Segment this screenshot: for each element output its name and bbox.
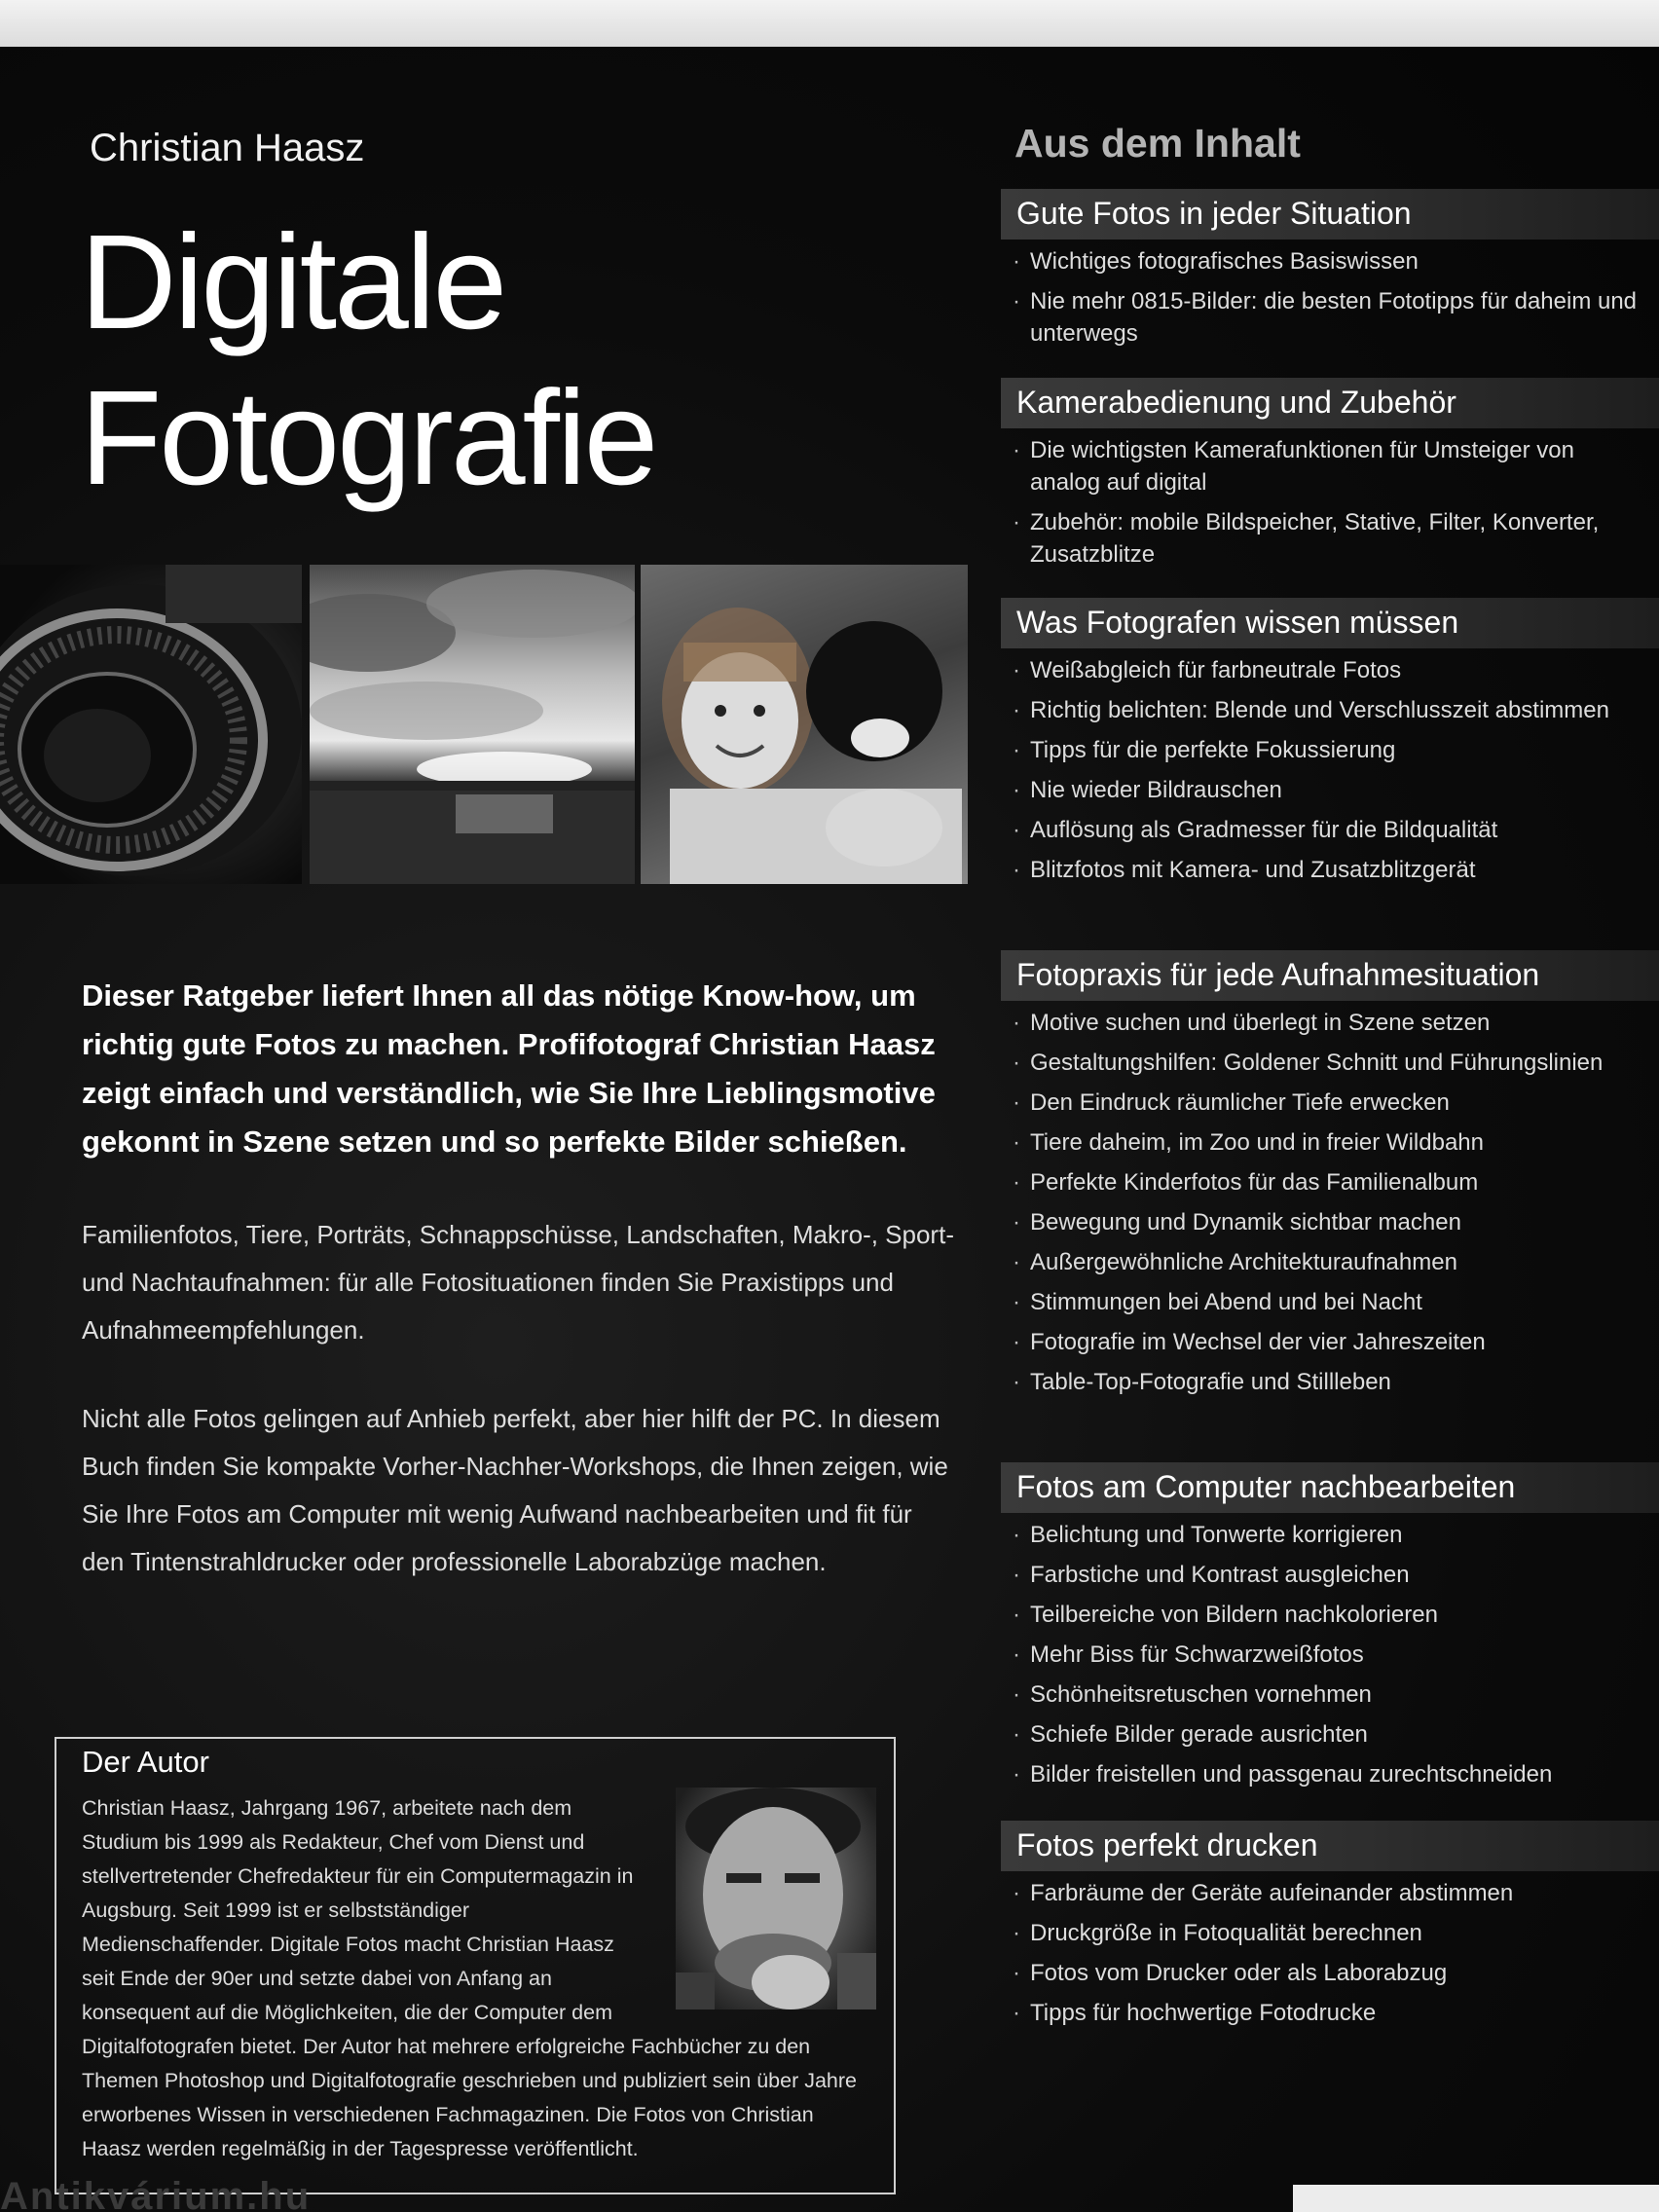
body-paragraph-1: Familienfotos, Tiere, Porträts, Schnappschüsse, Landschaften, Makro-, Sport- und Nachtaufnahmen: für alle Fotosituationen finden Sie Praxistipps und Aufnahmeempfehlungen. — [82, 1220, 954, 1345]
toc-list — [1001, 1877, 1659, 2029]
toc-list — [1001, 434, 1659, 571]
toc-section-gute-fotos — [1001, 189, 1659, 357]
toc-item: · Richtig belichten: Blende und Verschlusszeit abstimmen — [1030, 694, 1640, 726]
girl-with-dog-photo-icon — [641, 565, 968, 884]
toc-item: · Perfekte Kinderfotos für das Familienalbum — [1030, 1166, 1640, 1198]
toc-item: · Bewegung und Dynamik sichtbar machen — [1030, 1206, 1640, 1238]
toc-item: · Den Eindruck räumlicher Tiefe erwecken — [1030, 1087, 1640, 1119]
toc-item: · Nie mehr 0815-Bilder: die besten Fototipps für daheim und unterwegs — [1030, 285, 1640, 350]
top-edge — [0, 0, 1659, 47]
toc-item: · Wichtiges fotografisches Basiswissen — [1030, 245, 1640, 277]
toc-item: · Schiefe Bilder gerade ausrichten — [1030, 1718, 1640, 1751]
toc-item: · Teilbereiche von Bildern nachkolorieren — [1030, 1599, 1640, 1631]
toc-section-fotopraxis — [1001, 950, 1659, 1406]
corner-patch — [1293, 2185, 1659, 2212]
toc-item: · Druckgröße in Fotoqualität berechnen — [1030, 1917, 1640, 1949]
toc-section-kamerabedienung — [1001, 378, 1659, 578]
watermark: Antikvárium.hu — [0, 2175, 312, 2212]
toc-section-title: Fotos perfekt drucken — [1001, 1821, 1659, 1871]
toc-heading: Aus dem Inhalt — [1014, 121, 1301, 166]
toc-item: · Belichtung und Tonwerte korrigieren — [1030, 1519, 1640, 1551]
toc-item: · Tipps für die perfekte Fokussierung — [1030, 734, 1640, 766]
author-portrait-photo-icon — [676, 1788, 876, 2009]
toc-item: · Fotos vom Drucker oder als Laborabzug — [1030, 1957, 1640, 1989]
toc-item: · Tiere daheim, im Zoo und in freier Wildbahn — [1030, 1126, 1640, 1159]
toc-item: · Gestaltungshilfen: Goldener Schnitt und Führungslinien — [1030, 1047, 1640, 1079]
toc-item: · Table-Top-Fotografie und Stillleben — [1030, 1366, 1640, 1398]
toc-section-was-fotografen — [1001, 598, 1659, 894]
toc-list — [1001, 1519, 1659, 1790]
toc-item: · Die wichtigsten Kamerafunktionen für Umsteiger von analog auf digital — [1030, 434, 1640, 498]
cover-author: Christian Haasz — [90, 127, 365, 169]
author-bio-text: Christian Haasz, Jahrgang 1967, arbeitete nach dem Studium bis 1999 als Redakteur, Chef vom Dienst und stellvertretender Chefredakteur für ein Computermagazin in Augsburg. Seit 1999 ist er selbstständiger Medienschaffender. Digitale Fotos macht Christian Haasz seit Ende der 90er und setzte dabei von Anfang an konsequent auf die Möglichkeiten, die der Computer dem Digitalfotografen bietet. Der Autor hat mehrere erfolgreiche Fachbücher zu den Themen Photoshop und Digitalfotografie geschrieben und publiziert sein über Jahre erworbenes Wissen in verschiedenen Fachmagazinen. Die Fotos von Christian Haasz werden regelmäßig in der Tagespresse veröffentlicht. — [82, 1796, 858, 2160]
toc-item: · Schönheitsretuschen vornehmen — [1030, 1678, 1640, 1711]
book-title-line-1: Digitale — [80, 207, 505, 357]
toc-section-title: Fotopraxis für jede Aufnahmesituation — [1001, 950, 1659, 1001]
toc-section-title: Kamerabedienung und Zubehör — [1001, 378, 1659, 428]
toc-item: · Weißabgleich für farbneutrale Fotos — [1030, 654, 1640, 686]
toc-section-title: Was Fotografen wissen müssen — [1001, 598, 1659, 648]
toc-section-drucken — [1001, 1821, 1659, 2037]
toc-item: · Fotografie im Wechsel der vier Jahreszeiten — [1030, 1326, 1640, 1358]
lead-paragraph: Dieser Ratgeber liefert Ihnen all das nötige Know-how, um richtig gute Fotos zu machen. Profifotograf Christian Haasz zeigt einfach und verständlich, wie Sie Ihre Lieblingsmotive gekonnt in Szene setzen und so perfekte Bilder schießen. — [82, 978, 936, 1159]
toc-list — [1001, 245, 1659, 350]
toc-section-title: Fotos am Computer nachbearbeiten — [1001, 1462, 1659, 1513]
author-box — [55, 1737, 896, 2194]
toc-section-title: Gute Fotos in jeder Situation — [1001, 189, 1659, 240]
toc-item: · Auflösung als Gradmesser für die Bildqualität — [1030, 814, 1640, 846]
toc-item: · Außergewöhnliche Architekturaufnahmen — [1030, 1246, 1640, 1278]
toc-item: · Tipps für hochwertige Fotodrucke — [1030, 1997, 1640, 2029]
toc-item: · Motive suchen und überlegt in Szene setzen — [1030, 1007, 1640, 1039]
toc-list — [1001, 1007, 1659, 1398]
sunset-sky-photo-icon — [310, 565, 635, 884]
toc-list — [1001, 654, 1659, 886]
toc-section-computer — [1001, 1462, 1659, 1798]
camera-lens-photo-icon — [0, 565, 302, 884]
book-title-line-2: Fotografie — [80, 363, 656, 513]
book-back-cover — [0, 47, 1659, 2212]
photo-strip — [0, 565, 968, 884]
book-title — [80, 204, 655, 516]
toc-item: · Stimmungen bei Abend und bei Nacht — [1030, 1286, 1640, 1318]
toc-item: · Nie wieder Bildrauschen — [1030, 774, 1640, 806]
author-box-title: Der Autor — [82, 1745, 209, 1779]
toc-item: · Bilder freistellen und passgenau zurechtschneiden — [1030, 1758, 1640, 1790]
body-paragraph-2: Nicht alle Fotos gelingen auf Anhieb perfekt, aber hier hilft der PC. In diesem Buch finden Sie kompakte Vorher-Nachher-Workshops, die Ihnen zeigen, wie Sie Ihre Fotos am Computer mit wenig Aufwand nachbearbeiten und fit für den Tintenstrahldrucker oder professionelle Laborabzüge machen. — [82, 1404, 948, 1576]
toc-item: · Mehr Biss für Schwarzweißfotos — [1030, 1639, 1640, 1671]
toc-item: · Zubehör: mobile Bildspeicher, Stative, Filter, Konverter, Zusatzblitze — [1030, 506, 1640, 571]
toc-item: · Blitzfotos mit Kamera- und Zusatzblitzgerät — [1030, 854, 1640, 886]
toc-item: · Farbstiche und Kontrast ausgleichen — [1030, 1559, 1640, 1591]
toc-item: · Farbräume der Geräte aufeinander abstimmen — [1030, 1877, 1640, 1909]
